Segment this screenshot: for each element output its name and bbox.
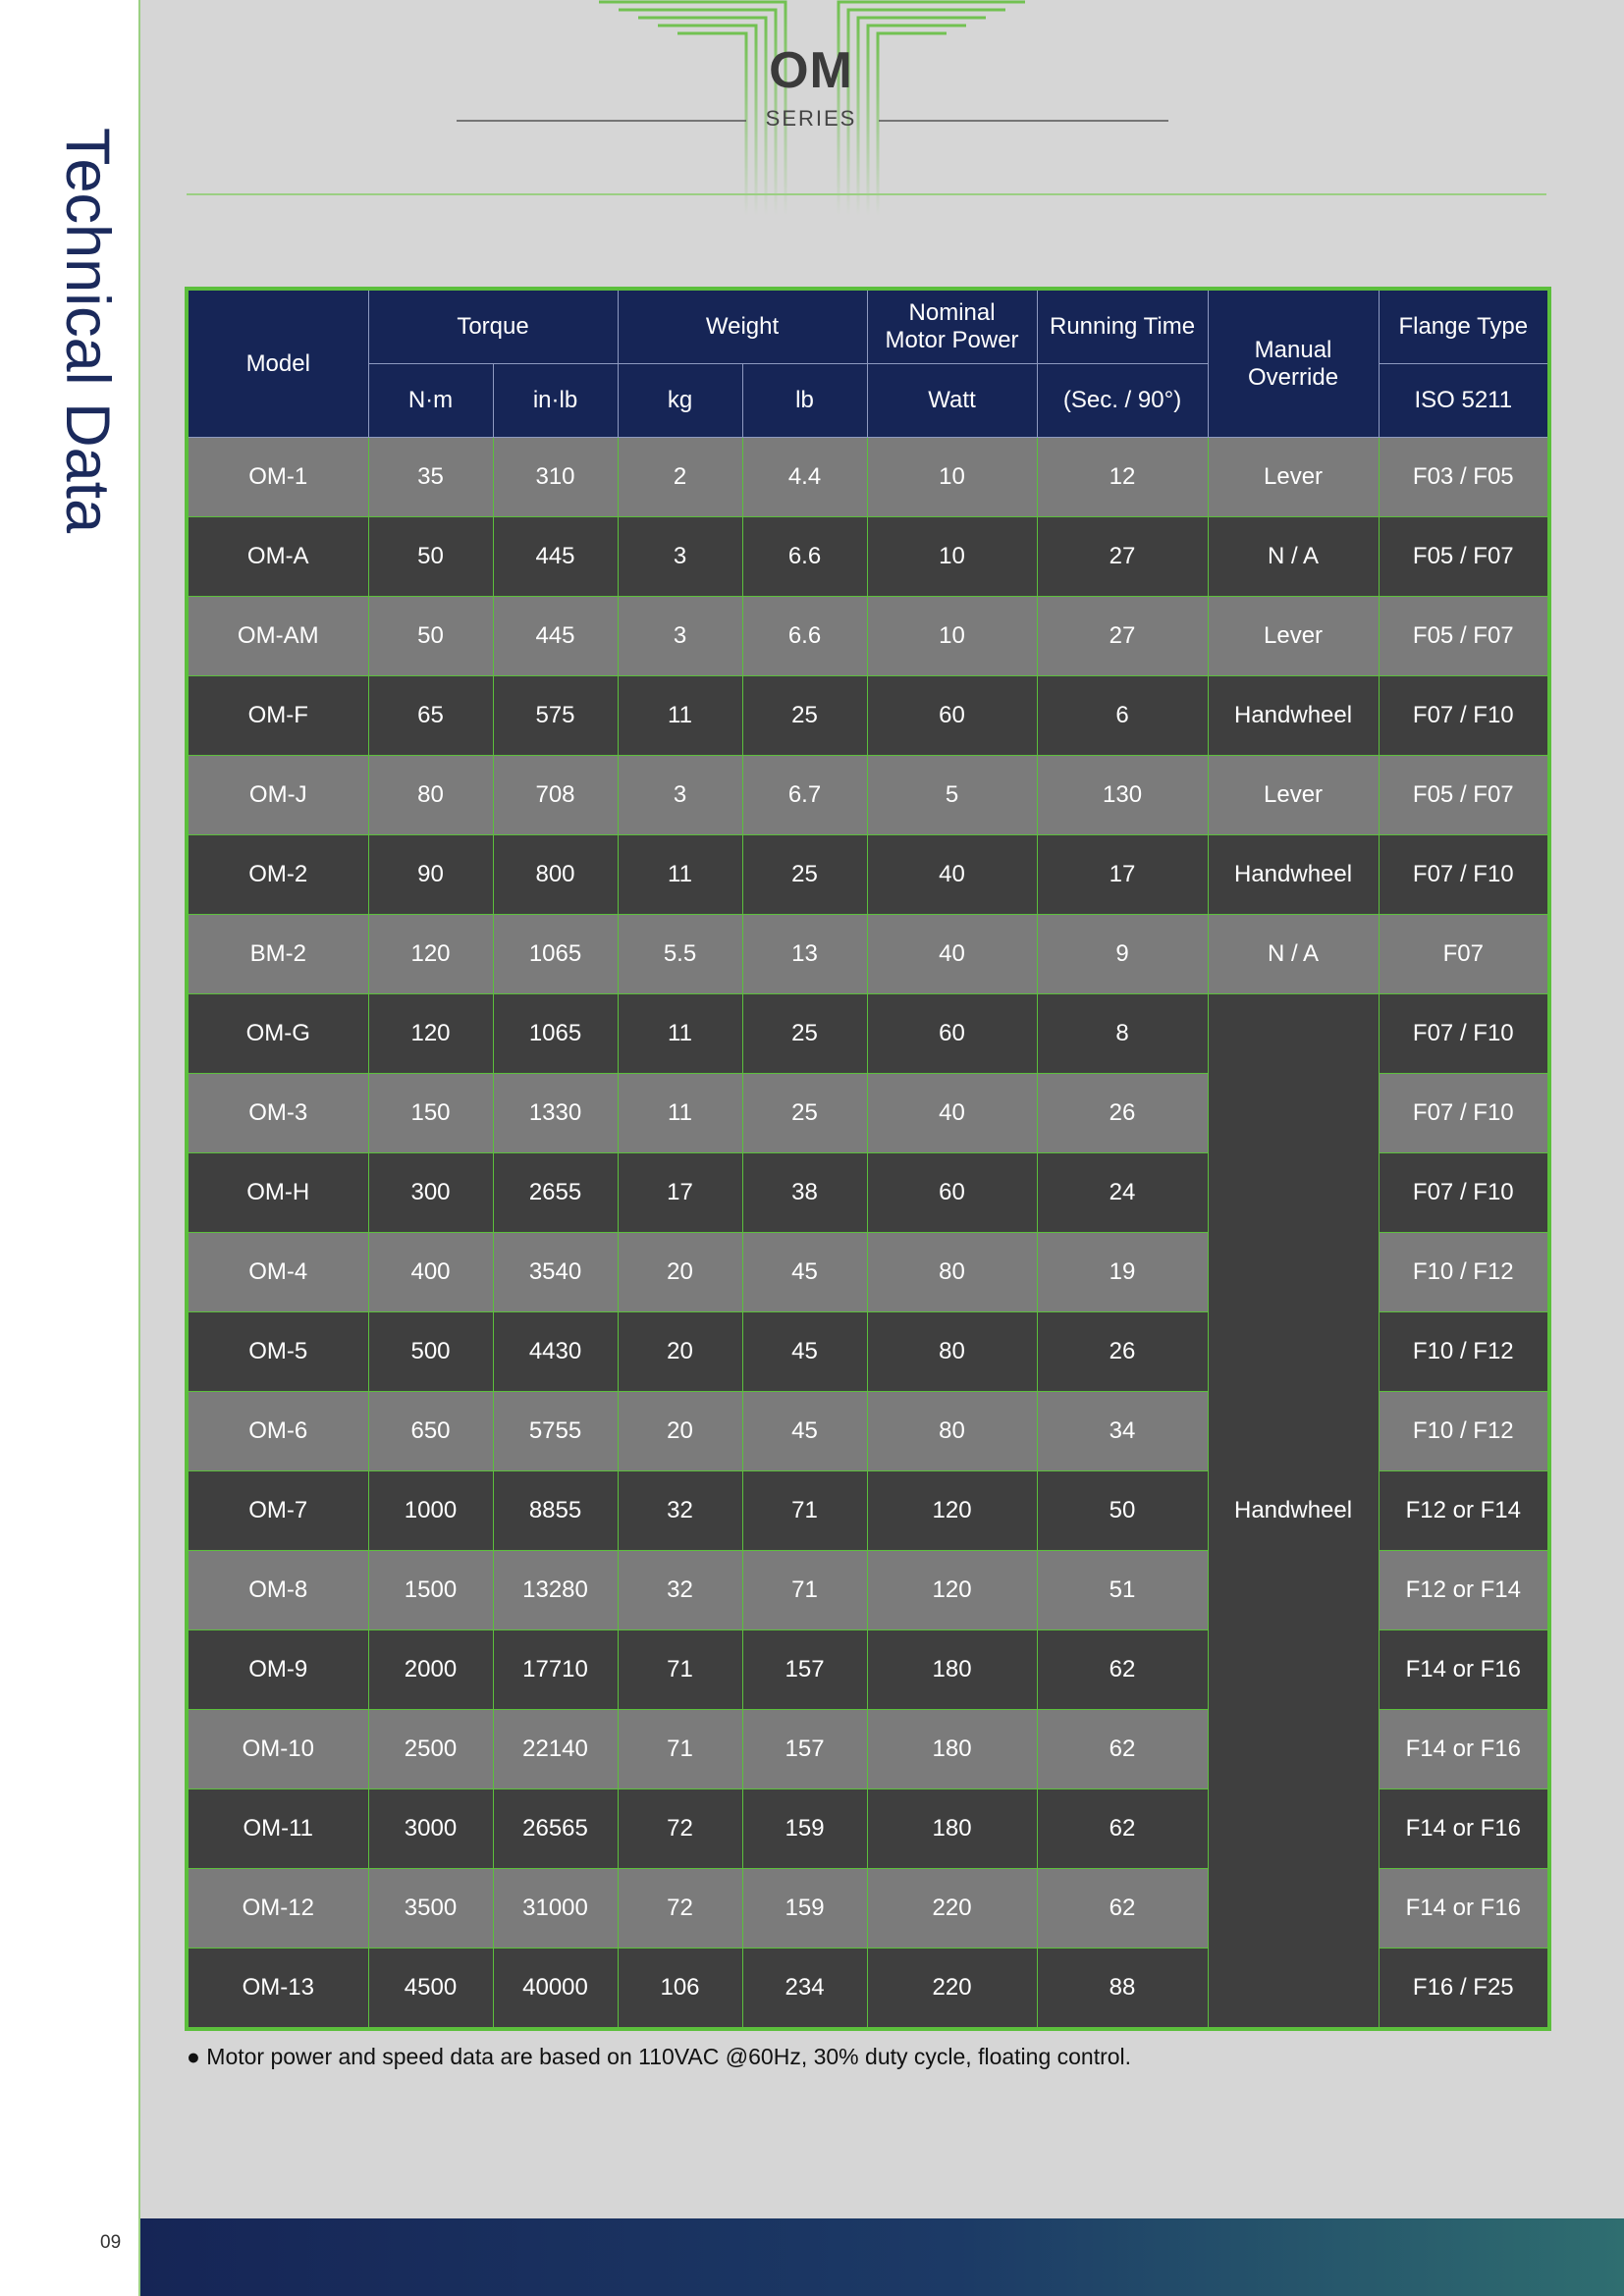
- cell-weight-lb: 159: [742, 1789, 867, 1869]
- cell-running-time: 9: [1037, 915, 1208, 994]
- cell-model: OM-5: [187, 1312, 368, 1392]
- header-flange-standard: ISO 5211: [1379, 364, 1549, 438]
- cell-weight-lb: 6.6: [742, 517, 867, 597]
- cell-running-time: 130: [1037, 756, 1208, 835]
- header-torque-nm: N·m: [368, 364, 493, 438]
- cell-flange: F07 / F10: [1379, 835, 1549, 915]
- table-row: [187, 517, 1549, 597]
- cell-torque-inlb: 1330: [493, 1074, 618, 1153]
- cell-manual-override-merged: Handwheel: [1208, 994, 1379, 2030]
- cell-weight-kg: 3: [618, 517, 742, 597]
- cell-running-time: 12: [1037, 438, 1208, 517]
- cell-power: 40: [867, 915, 1037, 994]
- cell-running-time: 6: [1037, 676, 1208, 756]
- cell-running-time: 50: [1037, 1471, 1208, 1551]
- header-torque-inlb: in·lb: [493, 364, 618, 438]
- footer-band: [140, 2218, 1624, 2296]
- cell-weight-kg: 11: [618, 994, 742, 1074]
- cell-weight-kg: 20: [618, 1392, 742, 1471]
- cell-torque-nm: 400: [368, 1233, 493, 1312]
- cell-flange: F14 or F16: [1379, 1869, 1549, 1949]
- cell-manual-override: N / A: [1208, 517, 1379, 597]
- cell-torque-inlb: 445: [493, 597, 618, 676]
- cell-weight-lb: 234: [742, 1949, 867, 2030]
- cell-weight-kg: 2: [618, 438, 742, 517]
- cell-weight-lb: 45: [742, 1312, 867, 1392]
- header-weight: Weight: [618, 289, 867, 364]
- cell-torque-nm: 500: [368, 1312, 493, 1392]
- cell-torque-nm: 50: [368, 597, 493, 676]
- cell-model: OM-13: [187, 1949, 368, 2030]
- cell-torque-nm: 4500: [368, 1949, 493, 2030]
- header-running-unit: (Sec. / 90°): [1037, 364, 1208, 438]
- cell-flange: F12 or F14: [1379, 1551, 1549, 1630]
- table-row: [187, 994, 1549, 1074]
- cell-flange: F05 / F07: [1379, 756, 1549, 835]
- cell-weight-kg: 11: [618, 835, 742, 915]
- cell-weight-kg: 20: [618, 1233, 742, 1312]
- cell-flange: F14 or F16: [1379, 1710, 1549, 1789]
- cell-flange: F12 or F14: [1379, 1471, 1549, 1551]
- cell-torque-inlb: 575: [493, 676, 618, 756]
- cell-power: 220: [867, 1869, 1037, 1949]
- table-row: [187, 915, 1549, 994]
- cell-running-time: 27: [1037, 597, 1208, 676]
- cell-torque-nm: 1000: [368, 1471, 493, 1551]
- cell-torque-nm: 650: [368, 1392, 493, 1471]
- cell-flange: F07: [1379, 915, 1549, 994]
- cell-model: OM-A: [187, 517, 368, 597]
- cell-torque-nm: 2500: [368, 1710, 493, 1789]
- header-torque: Torque: [368, 289, 618, 364]
- cell-flange: F14 or F16: [1379, 1630, 1549, 1710]
- header-row: [187, 289, 1549, 364]
- cell-weight-kg: 3: [618, 597, 742, 676]
- cell-power: 10: [867, 597, 1037, 676]
- header-weight-lb: lb: [742, 364, 867, 438]
- cell-power: 80: [867, 1392, 1037, 1471]
- cell-manual-override: Handwheel: [1208, 835, 1379, 915]
- cell-power: 180: [867, 1630, 1037, 1710]
- cell-model: OM-G: [187, 994, 368, 1074]
- cell-power: 60: [867, 676, 1037, 756]
- technical-data-table: [185, 287, 1551, 2031]
- cell-weight-kg: 32: [618, 1551, 742, 1630]
- cell-torque-inlb: 8855: [493, 1471, 618, 1551]
- cell-running-time: 26: [1037, 1074, 1208, 1153]
- footnote: ● Motor power and speed data are based on 110VAC @60Hz, 30% duty cycle, floating control.: [187, 2044, 1132, 2069]
- cell-torque-nm: 120: [368, 994, 493, 1074]
- cell-model: OM-8: [187, 1551, 368, 1630]
- table-row: [187, 676, 1549, 756]
- cell-weight-kg: 11: [618, 676, 742, 756]
- cell-running-time: 26: [1037, 1312, 1208, 1392]
- cell-torque-inlb: 1065: [493, 994, 618, 1074]
- cell-weight-kg: 11: [618, 1074, 742, 1153]
- cell-weight-kg: 5.5: [618, 915, 742, 994]
- cell-weight-kg: 106: [618, 1949, 742, 2030]
- cell-weight-lb: 13: [742, 915, 867, 994]
- cell-manual-override: N / A: [1208, 915, 1379, 994]
- cell-running-time: 19: [1037, 1233, 1208, 1312]
- cell-model: OM-H: [187, 1153, 368, 1233]
- cell-torque-inlb: 2655: [493, 1153, 618, 1233]
- cell-torque-nm: 300: [368, 1153, 493, 1233]
- cell-weight-lb: 6.7: [742, 756, 867, 835]
- cell-power: 80: [867, 1312, 1037, 1392]
- cell-weight-lb: 4.4: [742, 438, 867, 517]
- table-row: [187, 835, 1549, 915]
- cell-torque-inlb: 13280: [493, 1551, 618, 1630]
- cell-weight-lb: 45: [742, 1233, 867, 1312]
- cell-weight-lb: 71: [742, 1551, 867, 1630]
- cell-running-time: 51: [1037, 1551, 1208, 1630]
- cell-torque-nm: 80: [368, 756, 493, 835]
- cell-torque-nm: 2000: [368, 1630, 493, 1710]
- cell-weight-kg: 17: [618, 1153, 742, 1233]
- cell-running-time: 62: [1037, 1789, 1208, 1869]
- cell-weight-lb: 25: [742, 835, 867, 915]
- header-divider: [187, 193, 1546, 195]
- header-nominal-motor-power-label: Nominal Motor Power: [885, 299, 1019, 353]
- cell-torque-nm: 1500: [368, 1551, 493, 1630]
- cell-weight-lb: 6.6: [742, 597, 867, 676]
- cell-power: 180: [867, 1710, 1037, 1789]
- header-weight-kg: kg: [618, 364, 742, 438]
- header-model: Model: [187, 289, 368, 438]
- logo-brand: OM: [769, 42, 853, 99]
- cell-weight-lb: 45: [742, 1392, 867, 1471]
- cell-torque-nm: 3000: [368, 1789, 493, 1869]
- cell-running-time: 17: [1037, 835, 1208, 915]
- cell-torque-inlb: 3540: [493, 1233, 618, 1312]
- cell-weight-kg: 71: [618, 1630, 742, 1710]
- cell-weight-lb: 25: [742, 1074, 867, 1153]
- header-manual-override-label: Manual Override: [1248, 336, 1339, 391]
- cell-flange: F07 / F10: [1379, 994, 1549, 1074]
- cell-running-time: 27: [1037, 517, 1208, 597]
- cell-torque-nm: 120: [368, 915, 493, 994]
- cell-weight-lb: 157: [742, 1710, 867, 1789]
- header-power-unit: Watt: [867, 364, 1037, 438]
- cell-weight-kg: 20: [618, 1312, 742, 1392]
- header-nominal-motor-power: [867, 289, 1037, 364]
- page-number: 09: [100, 2232, 122, 2253]
- cell-torque-inlb: 40000: [493, 1949, 618, 2030]
- cell-torque-inlb: 708: [493, 756, 618, 835]
- cell-weight-kg: 72: [618, 1869, 742, 1949]
- cell-torque-inlb: 310: [493, 438, 618, 517]
- header-manual-override: [1208, 289, 1379, 438]
- cell-torque-inlb: 5755: [493, 1392, 618, 1471]
- cell-flange: F05 / F07: [1379, 517, 1549, 597]
- cell-torque-inlb: 445: [493, 517, 618, 597]
- section-title: Technical Data: [53, 128, 122, 534]
- cell-power: 40: [867, 835, 1037, 915]
- sidebar: [0, 0, 140, 2296]
- cell-flange: F14 or F16: [1379, 1789, 1549, 1869]
- cell-weight-lb: 71: [742, 1471, 867, 1551]
- cell-running-time: 62: [1037, 1630, 1208, 1710]
- cell-flange: F10 / F12: [1379, 1392, 1549, 1471]
- cell-weight-lb: 38: [742, 1153, 867, 1233]
- cell-model: OM-11: [187, 1789, 368, 1869]
- logo-subtitle: SERIES: [765, 106, 857, 131]
- cell-weight-lb: 159: [742, 1869, 867, 1949]
- cell-torque-inlb: 26565: [493, 1789, 618, 1869]
- cell-power: 60: [867, 994, 1037, 1074]
- cell-torque-nm: 90: [368, 835, 493, 915]
- cell-power: 5: [867, 756, 1037, 835]
- cell-torque-nm: 3500: [368, 1869, 493, 1949]
- cell-model: OM-10: [187, 1710, 368, 1789]
- cell-torque-inlb: 1065: [493, 915, 618, 994]
- table-row: [187, 756, 1549, 835]
- table-row: [187, 597, 1549, 676]
- cell-model: OM-AM: [187, 597, 368, 676]
- cell-torque-nm: 65: [368, 676, 493, 756]
- cell-torque-inlb: 31000: [493, 1869, 618, 1949]
- cell-model: OM-F: [187, 676, 368, 756]
- cell-manual-override: Lever: [1208, 438, 1379, 517]
- cell-running-time: 34: [1037, 1392, 1208, 1471]
- cell-model: OM-12: [187, 1869, 368, 1949]
- table-row: [187, 438, 1549, 517]
- cell-flange: F07 / F10: [1379, 1074, 1549, 1153]
- cell-power: 10: [867, 438, 1037, 517]
- cell-flange: F05 / F07: [1379, 597, 1549, 676]
- cell-flange: F10 / F12: [1379, 1312, 1549, 1392]
- cell-running-time: 62: [1037, 1869, 1208, 1949]
- cell-model: OM-6: [187, 1392, 368, 1471]
- cell-model: OM-J: [187, 756, 368, 835]
- cell-flange: F03 / F05: [1379, 438, 1549, 517]
- cell-running-time: 62: [1037, 1710, 1208, 1789]
- cell-torque-inlb: 22140: [493, 1710, 618, 1789]
- cell-model: OM-7: [187, 1471, 368, 1551]
- header-flange-type: Flange Type: [1379, 289, 1549, 364]
- cell-power: 10: [867, 517, 1037, 597]
- cell-power: 80: [867, 1233, 1037, 1312]
- cell-model: OM-4: [187, 1233, 368, 1312]
- cell-power: 120: [867, 1551, 1037, 1630]
- cell-flange: F07 / F10: [1379, 1153, 1549, 1233]
- cell-torque-nm: 150: [368, 1074, 493, 1153]
- cell-model: OM-9: [187, 1630, 368, 1710]
- cell-torque-inlb: 800: [493, 835, 618, 915]
- cell-running-time: 24: [1037, 1153, 1208, 1233]
- table-body: [187, 438, 1549, 2030]
- cell-weight-lb: 25: [742, 994, 867, 1074]
- cell-weight-lb: 25: [742, 676, 867, 756]
- cell-power: 60: [867, 1153, 1037, 1233]
- cell-torque-nm: 50: [368, 517, 493, 597]
- cell-weight-lb: 157: [742, 1630, 867, 1710]
- cell-weight-kg: 32: [618, 1471, 742, 1551]
- cell-weight-kg: 72: [618, 1789, 742, 1869]
- cell-flange: F16 / F25: [1379, 1949, 1549, 2030]
- cell-torque-nm: 35: [368, 438, 493, 517]
- header-running-time: Running Time: [1037, 289, 1208, 364]
- cell-power: 220: [867, 1949, 1037, 2030]
- cell-flange: F10 / F12: [1379, 1233, 1549, 1312]
- cell-model: OM-1: [187, 438, 368, 517]
- cell-weight-kg: 71: [618, 1710, 742, 1789]
- cell-power: 180: [867, 1789, 1037, 1869]
- cell-model: BM-2: [187, 915, 368, 994]
- cell-flange: F07 / F10: [1379, 676, 1549, 756]
- cell-running-time: 88: [1037, 1949, 1208, 2030]
- cell-weight-kg: 3: [618, 756, 742, 835]
- cell-model: OM-2: [187, 835, 368, 915]
- cell-power: 40: [867, 1074, 1037, 1153]
- cell-manual-override: Lever: [1208, 597, 1379, 676]
- cell-running-time: 8: [1037, 994, 1208, 1074]
- cell-manual-override: Lever: [1208, 756, 1379, 835]
- cell-torque-inlb: 4430: [493, 1312, 618, 1392]
- cell-torque-inlb: 17710: [493, 1630, 618, 1710]
- cell-power: 120: [867, 1471, 1037, 1551]
- cell-manual-override: Handwheel: [1208, 676, 1379, 756]
- cell-model: OM-3: [187, 1074, 368, 1153]
